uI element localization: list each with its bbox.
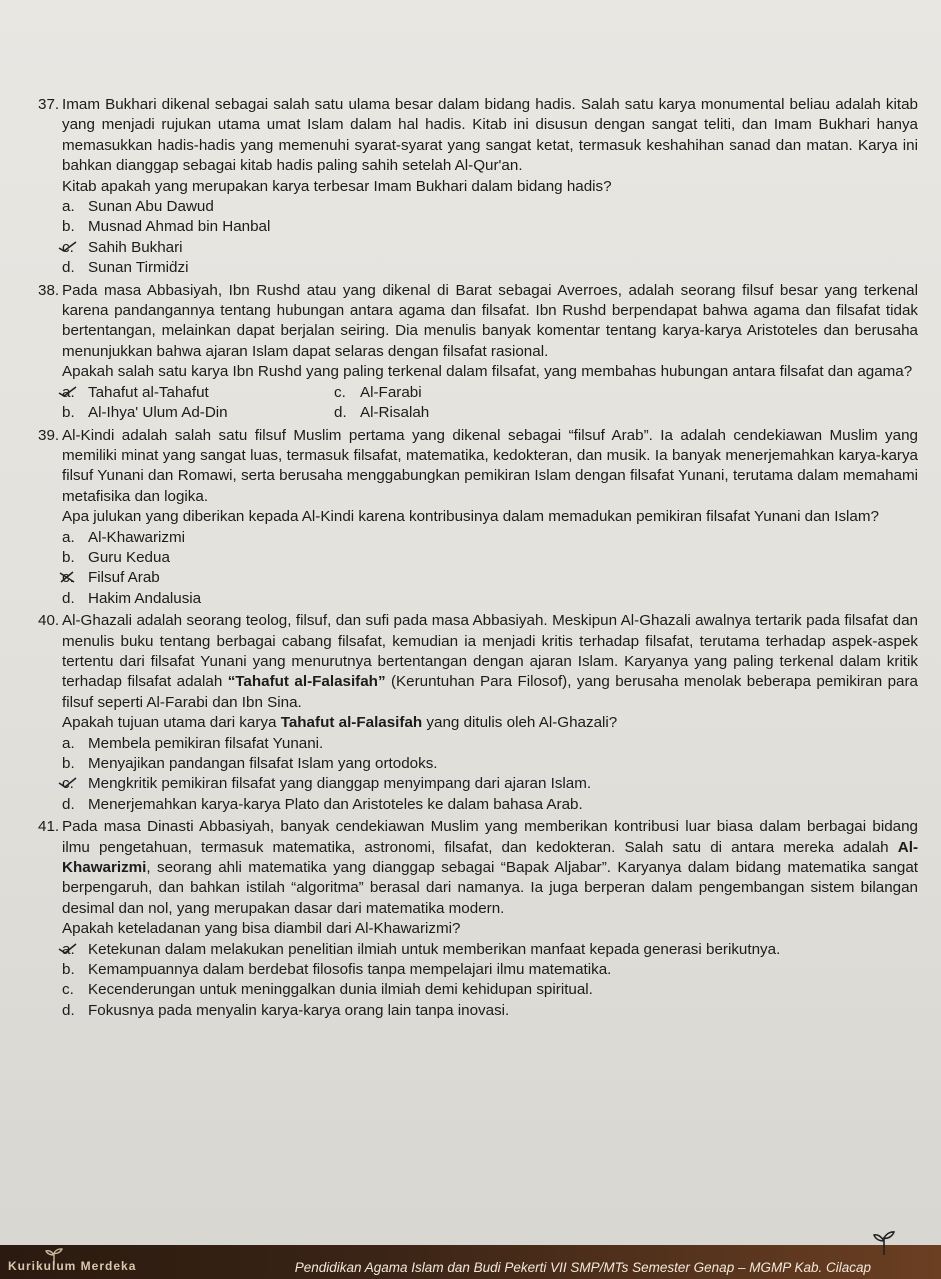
option-letter: b.	[62, 755, 75, 772]
question-paragraph	[62, 611, 918, 713]
option-text: Mengkritik pemikiran filsafat yang dianggap menyimpang dari ajaran Islam.	[88, 775, 592, 793]
option-text: Sunan Abu Dawud	[88, 198, 214, 216]
options-list	[62, 528, 918, 610]
option-text: Al-Khawarizmi	[88, 528, 186, 546]
option-letter: c.	[62, 238, 74, 256]
question-41	[38, 817, 918, 1021]
option-text: Sahih Bukhari	[88, 238, 183, 256]
option-text: Menerjemahkan karya-karya Plato dan Aristoteles ke dalam bahasa Arab.	[88, 795, 583, 813]
options-list	[62, 734, 918, 816]
option-letter: a.	[62, 383, 75, 401]
option-text: Al-Risalah	[360, 404, 430, 422]
option-text: Musnad Ahmad bin Hanbal	[88, 218, 271, 236]
question-paragraph: Al-Kindi adalah salah satu filsuf Muslim pertama yang dikenal sebagai “filsuf Arab”. Ia adalah cendekiawan Muslim yang memiliki minat yang sangat luas, termasuk filsafat, matematika, kedokteran, dan musik. Ia banyak menerjemahkan karya-karya filsuf Yunani dan Romawi, serta berusaha menggabungkan pemikiran Islam dengan filsafat Yunani, terutama dalam memahami metafisika dan logika.	[62, 426, 918, 505]
option-c[interactable]	[334, 383, 634, 403]
sprout-icon	[871, 1229, 897, 1255]
option-a[interactable]	[62, 197, 918, 217]
option-b[interactable]	[62, 548, 918, 568]
option-letter: b.	[62, 218, 75, 236]
option-c[interactable]	[62, 568, 918, 588]
option-d[interactable]	[334, 403, 634, 423]
question-number: 41.	[38, 818, 60, 836]
options-grid	[62, 383, 918, 424]
question-prompt	[62, 713, 918, 733]
paragraph-part: (Keruntuhan Para Filosof), yang berusaha menolak beberapa pemikiran para filsuf seperti Al-Farabi dan Ibn Sina.	[62, 673, 918, 711]
option-text: Filsuf Arab	[88, 569, 160, 587]
option-text: Membela pemikiran filsafat Yunani.	[88, 734, 324, 752]
prompt-part: yang ditulis oleh Al-Ghazali?	[426, 714, 618, 732]
question-paragraph	[62, 817, 918, 919]
option-d[interactable]	[62, 589, 918, 609]
option-letter: d.	[62, 1001, 75, 1019]
question-number: 37.	[38, 96, 60, 113]
option-letter: c.	[62, 981, 74, 999]
option-d[interactable]	[62, 258, 918, 278]
question-40	[38, 611, 918, 815]
paragraph-bold: Al-Khawarizmi	[62, 838, 918, 877]
option-letter: b.	[62, 548, 75, 566]
option-text: Kecenderungan untuk meninggalkan dunia ilmiah demi kehidupan spiritual.	[88, 981, 593, 999]
option-text: Menyajikan pandangan filsafat Islam yang ortodoks.	[88, 755, 438, 772]
question-prompt: Kitab apakah yang merupakan karya terbesar Imam Bukhari dalam bidang hadis?	[62, 177, 612, 195]
page-footer	[0, 1245, 941, 1279]
option-text: Kemampuannya dalam berdebat filosofis tanpa mempelajari ilmu matematika.	[88, 961, 612, 979]
option-a[interactable]	[62, 940, 918, 960]
question-number: 40.	[38, 612, 60, 630]
question-39	[38, 426, 918, 610]
option-letter: d.	[334, 404, 347, 422]
option-b[interactable]	[62, 960, 918, 980]
option-b[interactable]	[62, 217, 918, 237]
questions-area	[38, 95, 918, 1023]
option-a[interactable]	[62, 383, 334, 403]
footer-curriculum-label: Kurikulum Merdeka	[8, 1259, 137, 1273]
option-text: Al-Ihya' Ulum Ad-Din	[88, 404, 228, 422]
question-number: 38.	[38, 281, 60, 299]
option-c[interactable]	[62, 238, 918, 258]
option-text: Guru Kedua	[88, 548, 170, 566]
option-d[interactable]	[62, 1001, 918, 1021]
options-list	[62, 940, 918, 1022]
question-prompt: Apakah keteladanan yang bisa diambil dari Al-Khawarizmi?	[62, 920, 461, 938]
footer-title: Pendidikan Agama Islam dan Budi Pekerti VII SMP/MTs Semester Genap – MGMP Kab. Cilacap	[294, 1260, 871, 1275]
question-number: 39.	[38, 426, 60, 444]
option-c[interactable]	[62, 980, 918, 1000]
paragraph-part: Pada masa Dinasti Abbasiyah, banyak cendekiawan Muslim yang memberikan kontribusi luar biasa dalam berbagai bidang ilmu pengetahuan, termasuk matematika, astronomi, filsafat, dan kedokteran. Salah satu di antara mereka adalah	[62, 818, 918, 856]
question-prompt: Apa julukan yang diberikan kepada Al-Kindi karena kontribusinya dalam memadukan pemikiran filsafat Yunani dan Islam?	[62, 508, 879, 526]
option-text: Fokusnya pada menyalin karya-karya orang lain tanpa inovasi.	[88, 1001, 510, 1019]
prompt-part: Apakah tujuan utama dari karya	[62, 714, 277, 732]
option-letter: a.	[62, 734, 75, 752]
question-38	[38, 281, 918, 424]
option-letter: c.	[62, 569, 74, 587]
paragraph-bold: “Tahafut al-Falasifah”	[227, 673, 386, 691]
option-b[interactable]	[62, 403, 334, 423]
option-text: Tahafut al-Tahafut	[88, 383, 209, 401]
option-a[interactable]	[62, 734, 918, 754]
option-text: Hakim Andalusia	[88, 589, 202, 607]
option-letter: d.	[62, 589, 75, 607]
option-text: Ketekunan dalam melakukan penelitian ilmiah untuk memberikan manfaat kepada generasi berikutnya.	[88, 940, 781, 958]
option-letter: a.	[62, 528, 75, 546]
option-letter: d.	[62, 795, 75, 813]
option-c[interactable]	[62, 774, 918, 794]
question-paragraph: Imam Bukhari dikenal sebagai salah satu ulama besar dalam bidang hadis. Salah satu karya monumental beliau adalah kitab yang menjadi rujukan utama umat Islam dalam hal hadis. Kitab ini disusun dengan sangat teliti, dan Imam Bukhari hanya memasukkan hadis-hadis yang memenuhi syarat-syarat yang sangat ketat, termasuk keshahihan sanad dan matan. Karya ini bahkan dianggap sebagai kitab hadis paling sahih setelah Al-Qur'an.	[62, 96, 918, 175]
option-a[interactable]	[62, 528, 918, 548]
paragraph-part: Al-Ghazali adalah seorang teolog, filsuf, dan sufi pada masa Abbasiyah. Meskipun Al-Ghazali awalnya tertarik pada filsafat dan menulis buku tentang berbagai cabang filsafat, kemudian ia menjadi kritis terhadap filsafat, terutama terhadap aspek-aspek tertentu dari filsafat Yunani yang menurutnya bertentangan dengan ajaran Islam. Karyanya yang paling terkenal dalam kritik terhadap filsafat adalah	[62, 612, 918, 691]
option-text: Sunan Tirmiḋzi	[88, 259, 189, 277]
question-prompt: Apakah salah satu karya Ibn Rushd yang paling terkenal dalam filsafat, yang membahas hubungan antara filsafat dan agama?	[62, 363, 913, 381]
options-list	[62, 197, 918, 279]
option-letter: b.	[62, 961, 75, 979]
option-letter: c.	[62, 775, 74, 793]
option-text: Al-Farabi	[360, 383, 422, 401]
paragraph-part: , seorang ahli matematika yang dianggap sebagai “Bapak Aljabar”. Karyanya dalam bidang matematika sangat berpengaruh, dan bahkan istilah “algoritma” berasal dari namanya. Ia juga berperan dalam pengembangan sistem bilangan desimal dan nol, yang merupakan dasar dari matematika modern.	[62, 859, 918, 917]
option-b[interactable]	[62, 754, 918, 774]
option-letter: a.	[62, 940, 75, 958]
option-letter: d.	[62, 259, 75, 277]
prompt-bold: Tahafut al-Falasifah	[280, 714, 423, 732]
option-letter: b.	[62, 404, 75, 422]
option-d[interactable]	[62, 795, 918, 815]
option-letter: c.	[334, 383, 346, 401]
option-letter: a.	[62, 198, 75, 216]
question-paragraph: Pada masa Abbasiyah, Ibn Rushd atau yang dikenal di Barat sebagai Averroes, adalah seorang filsuf besar yang terkenal karena pandangannya tentang hubungan antara agama dan filsafat. Ibn Rushd berpendapat bahwa agama dan filsafat tidak bertentangan, melainkan dapat berjalan seiring. Dia menulis banyak komentar tentang karya-karya Aristoteles dan berusaha menunjukkan bahwa ajaran Islam dapat selaras dengan filsafat rasional.	[62, 281, 918, 360]
question-37	[38, 95, 918, 279]
